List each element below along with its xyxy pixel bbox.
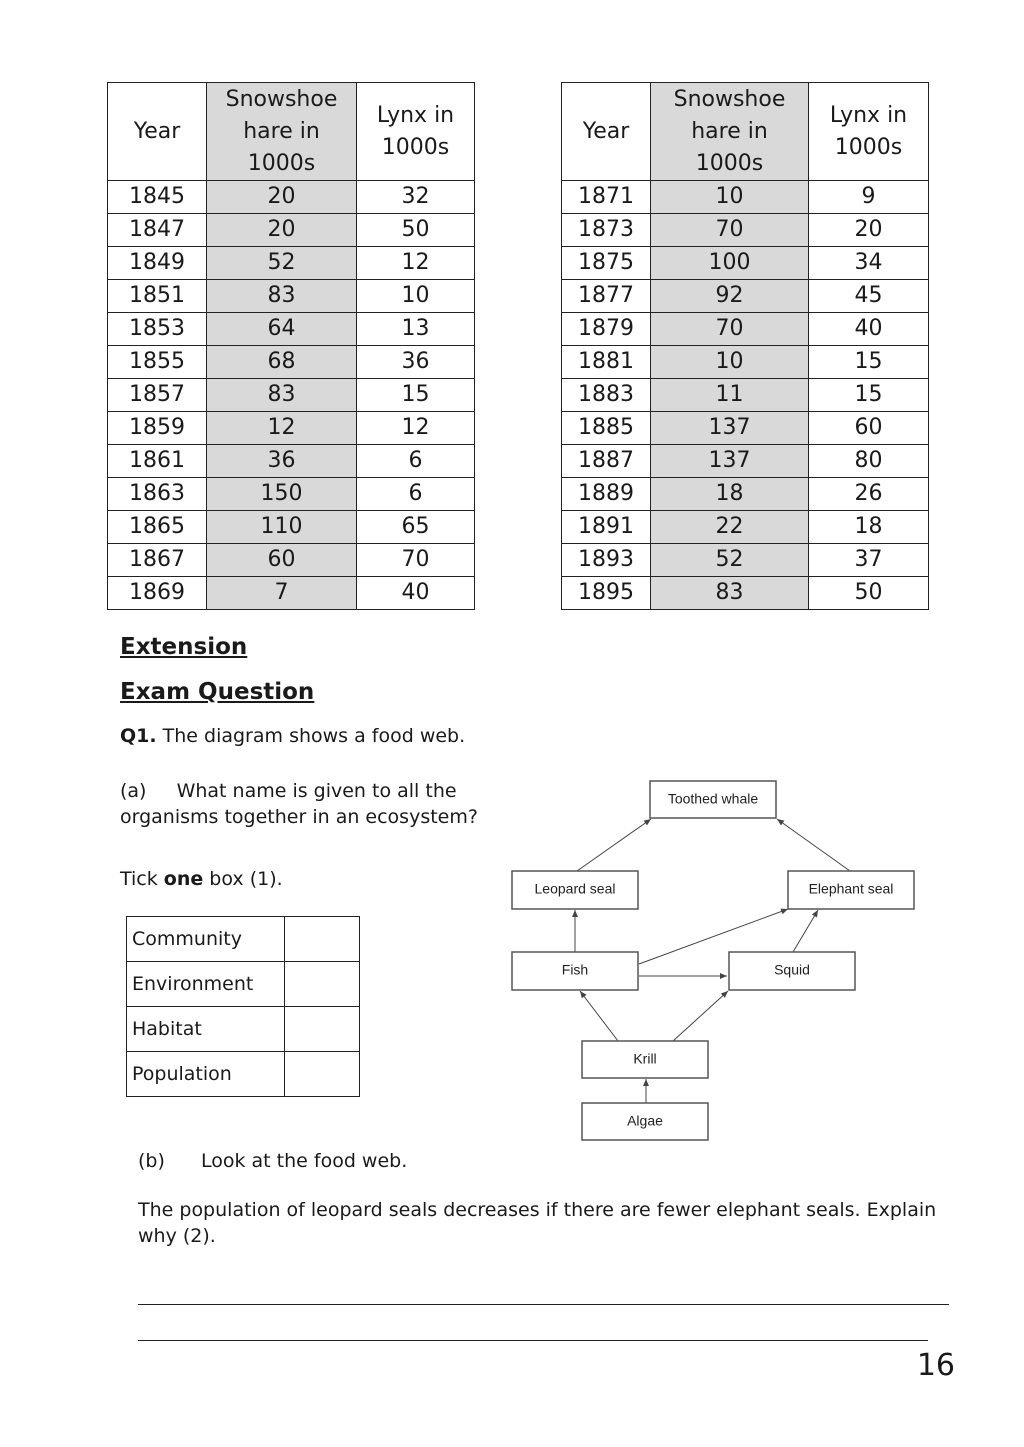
- answer-line[interactable]: [138, 1304, 949, 1305]
- table-row: [108, 379, 475, 412]
- hare-cell: 70: [651, 313, 809, 346]
- lynx-cell: 6: [357, 445, 475, 478]
- table-row: [108, 313, 475, 346]
- table-row: [108, 511, 475, 544]
- part-b-text: Look at the food web.: [200, 1150, 408, 1172]
- hare-cell: 83: [207, 379, 357, 412]
- hare-lynx-table-left: [107, 82, 475, 610]
- table-row: [108, 544, 475, 577]
- lynx-cell: 36: [357, 346, 475, 379]
- part-a-question: [120, 778, 478, 830]
- table-row: [108, 577, 475, 610]
- extension-heading: Extension: [120, 634, 248, 660]
- year-cell: 1895: [562, 577, 651, 610]
- table-row: [562, 478, 929, 511]
- lynx-cell: 50: [357, 214, 475, 247]
- header-hare: Snowshoe hare in 1000s: [651, 83, 809, 181]
- hare-cell: 83: [651, 577, 809, 610]
- year-cell: 1879: [562, 313, 651, 346]
- tick-box[interactable]: [285, 1007, 360, 1052]
- year-cell: 1893: [562, 544, 651, 577]
- year-cell: 1887: [562, 445, 651, 478]
- lynx-cell: 20: [809, 214, 929, 247]
- year-cell: 1847: [108, 214, 207, 247]
- lynx-cell: 15: [809, 379, 929, 412]
- option-label: Population: [127, 1052, 285, 1097]
- lynx-cell: 60: [809, 412, 929, 445]
- table-row: [108, 214, 475, 247]
- question-text: The diagram shows a food web.: [162, 725, 466, 747]
- hare-cell: 11: [651, 379, 809, 412]
- option-row: [127, 962, 360, 1007]
- hare-cell: 60: [207, 544, 357, 577]
- lynx-cell: 10: [357, 280, 475, 313]
- food-web-diagram: [505, 775, 920, 1145]
- part-b-label: (b): [138, 1150, 165, 1172]
- node-algae: [582, 1103, 708, 1140]
- lynx-cell: 15: [809, 346, 929, 379]
- hare-cell: 100: [651, 247, 809, 280]
- svg-text:Toothed whale: Toothed whale: [667, 790, 759, 807]
- node-krill: [582, 1041, 708, 1078]
- table-row: [108, 478, 475, 511]
- table-row: [562, 313, 929, 346]
- hare-cell: 20: [207, 181, 357, 214]
- option-label: Community: [127, 917, 285, 962]
- hare-cell: 68: [207, 346, 357, 379]
- part-a-line-2: organisms together in an ecosystem?: [120, 806, 478, 828]
- lynx-cell: 80: [809, 445, 929, 478]
- year-cell: 1875: [562, 247, 651, 280]
- table-row: [108, 346, 475, 379]
- hare-cell: 36: [207, 445, 357, 478]
- hare-cell: 12: [207, 412, 357, 445]
- arrow-krill-to-fish: [580, 991, 618, 1041]
- lynx-cell: 34: [809, 247, 929, 280]
- node-leopard-seal: [512, 871, 638, 909]
- table-body: [108, 181, 475, 610]
- part-b-explain-line-1: The population of leopard seals decreases if there are fewer elephant seals. Explain: [138, 1199, 937, 1221]
- option-row: [127, 1007, 360, 1052]
- year-cell: 1857: [108, 379, 207, 412]
- hare-cell: 18: [651, 478, 809, 511]
- year-cell: 1855: [108, 346, 207, 379]
- node-squid: [729, 952, 855, 990]
- year-cell: 1883: [562, 379, 651, 412]
- part-b-question: [138, 1148, 407, 1174]
- option-label: Environment: [127, 962, 285, 1007]
- node-fish: [512, 952, 638, 990]
- table-row: [562, 511, 929, 544]
- option-row: [127, 917, 360, 962]
- question-number: Q1.: [120, 725, 157, 747]
- hare-cell: 22: [651, 511, 809, 544]
- year-cell: 1849: [108, 247, 207, 280]
- lynx-cell: 6: [357, 478, 475, 511]
- header-lynx: Lynx in 1000s: [809, 83, 929, 181]
- page-number: 16: [916, 1348, 955, 1383]
- year-cell: 1881: [562, 346, 651, 379]
- table-row: [108, 181, 475, 214]
- year-cell: 1859: [108, 412, 207, 445]
- lynx-cell: 12: [357, 247, 475, 280]
- table-row: [108, 280, 475, 313]
- part-b-explain: [138, 1197, 968, 1249]
- hare-cell: 52: [207, 247, 357, 280]
- lynx-cell: 40: [357, 577, 475, 610]
- tick-instruction: Tick one box (1).: [120, 868, 283, 890]
- table-row: [562, 247, 929, 280]
- year-cell: 1851: [108, 280, 207, 313]
- lynx-cell: 50: [809, 577, 929, 610]
- year-cell: 1873: [562, 214, 651, 247]
- lynx-cell: 45: [809, 280, 929, 313]
- year-cell: 1865: [108, 511, 207, 544]
- year-cell: 1853: [108, 313, 207, 346]
- lynx-cell: 12: [357, 412, 475, 445]
- lynx-cell: 26: [809, 478, 929, 511]
- lynx-cell: 40: [809, 313, 929, 346]
- table-row: [562, 346, 929, 379]
- year-cell: 1845: [108, 181, 207, 214]
- part-b-explain-line-2: why (2).: [138, 1225, 216, 1247]
- year-cell: 1869: [108, 577, 207, 610]
- table-row: [562, 379, 929, 412]
- lynx-cell: 65: [357, 511, 475, 544]
- tick-box[interactable]: [285, 962, 360, 1007]
- hare-cell: 110: [207, 511, 357, 544]
- table-row: [562, 445, 929, 478]
- hare-lynx-table-right: [561, 82, 929, 610]
- svg-text:Squid: Squid: [774, 961, 810, 978]
- svg-text:Algae: Algae: [627, 1112, 663, 1129]
- lynx-cell: 15: [357, 379, 475, 412]
- hare-cell: 70: [651, 214, 809, 247]
- hare-cell: 7: [207, 577, 357, 610]
- table-row: [562, 412, 929, 445]
- svg-text:Elephant seal: Elephant seal: [808, 880, 894, 897]
- option-label: Habitat: [127, 1007, 285, 1052]
- svg-text:Fish: Fish: [561, 961, 589, 978]
- table-row: [108, 412, 475, 445]
- table-row: [562, 577, 929, 610]
- year-cell: 1877: [562, 280, 651, 313]
- node-toothed-whale: [650, 781, 776, 818]
- lynx-cell: 18: [809, 511, 929, 544]
- table-row: [562, 181, 929, 214]
- question-1: [120, 723, 465, 749]
- table-row: [108, 445, 475, 478]
- lynx-cell: 32: [357, 181, 475, 214]
- table-row: [562, 544, 929, 577]
- year-cell: 1871: [562, 181, 651, 214]
- hare-cell: 64: [207, 313, 357, 346]
- node-elephant-seal: [788, 871, 914, 909]
- header-lynx: Lynx in 1000s: [357, 83, 475, 181]
- answer-line[interactable]: [138, 1340, 928, 1341]
- hare-cell: 137: [651, 412, 809, 445]
- exam-question-heading: Exam Question: [120, 679, 315, 705]
- svg-text:Krill: Krill: [633, 1050, 657, 1067]
- answer-options-table: [126, 916, 360, 1097]
- hare-cell: 10: [651, 346, 809, 379]
- header-year: Year: [108, 83, 207, 181]
- table-row: [562, 280, 929, 313]
- part-a-line-1: What name is given to all the: [176, 780, 457, 802]
- arrow-elephant-to-whale: [777, 819, 850, 871]
- hare-cell: 150: [207, 478, 357, 511]
- hare-cell: 20: [207, 214, 357, 247]
- hare-cell: 137: [651, 445, 809, 478]
- table-row: [562, 214, 929, 247]
- year-cell: 1867: [108, 544, 207, 577]
- table-body: [562, 181, 929, 610]
- table-row: [108, 247, 475, 280]
- lynx-cell: 37: [809, 544, 929, 577]
- header-hare: Snowshoe hare in 1000s: [207, 83, 357, 181]
- arrow-krill-to-squid: [673, 991, 728, 1041]
- header-year: Year: [562, 83, 651, 181]
- tick-box[interactable]: [285, 917, 360, 962]
- hare-cell: 10: [651, 181, 809, 214]
- year-cell: 1863: [108, 478, 207, 511]
- tick-box[interactable]: [285, 1052, 360, 1097]
- arrow-squid-to-elephant: [793, 910, 818, 952]
- hare-cell: 92: [651, 280, 809, 313]
- hare-cell: 52: [651, 544, 809, 577]
- year-cell: 1885: [562, 412, 651, 445]
- part-a-label: (a): [120, 780, 147, 802]
- option-row: [127, 1052, 360, 1097]
- year-cell: 1889: [562, 478, 651, 511]
- year-cell: 1891: [562, 511, 651, 544]
- lynx-cell: 70: [357, 544, 475, 577]
- hare-cell: 83: [207, 280, 357, 313]
- lynx-cell: 13: [357, 313, 475, 346]
- svg-text:Leopard seal: Leopard seal: [534, 880, 616, 897]
- arrow-leopard-to-whale: [577, 819, 651, 871]
- year-cell: 1861: [108, 445, 207, 478]
- lynx-cell: 9: [809, 181, 929, 214]
